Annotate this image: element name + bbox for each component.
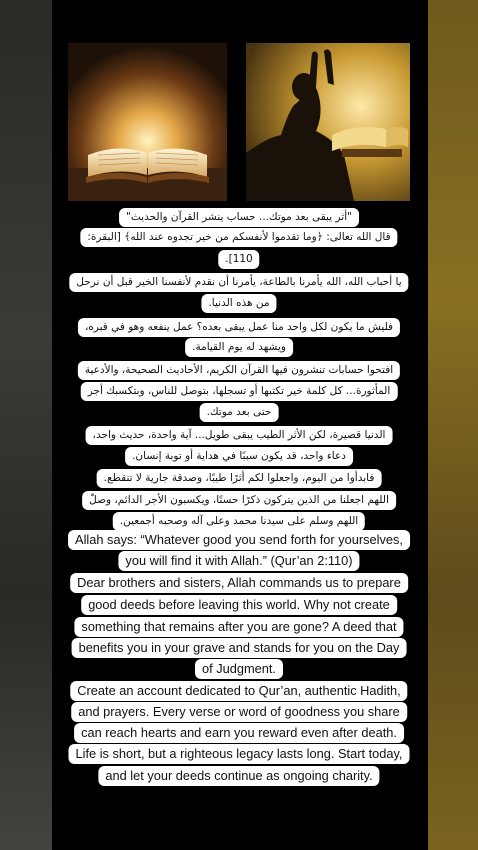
english-text-line: Create an account dedicated to Qur’an, authentic Hadith, bbox=[70, 681, 407, 701]
english-text-line: can reach hearts and earn you reward even after death. bbox=[74, 723, 404, 743]
arabic-text-line: الدنيا قصيرة، لكن الأثر الطيب يبقى طويل... آية واحدة، حديث واحد، bbox=[86, 426, 393, 445]
arabic-text-line: ويشهد له يوم القيامة. bbox=[185, 338, 293, 357]
arabic-text-line: افتحوا حسابات تنشرون فيها القرآن الكريم، الأحاديث الصحيحة، والأدعية bbox=[78, 361, 400, 380]
english-text-line: of Judgment. bbox=[195, 659, 283, 679]
english-text-line: good deeds before leaving this world. Why not create bbox=[81, 595, 397, 615]
english-text-line: and let your deeds continue as ongoing charity. bbox=[98, 766, 379, 786]
arabic-text-line: فابدأوا من اليوم، واجعلوا لكم أثرًا طيبًا، وصدقة جارية لا تنقطع. bbox=[97, 469, 382, 488]
english-text-line: Life is short, but a righteous legacy lasts long. Start today, bbox=[69, 744, 410, 764]
praying-man-image bbox=[246, 43, 410, 201]
quran-book-image bbox=[68, 43, 227, 201]
arabic-text-line: فليش ما يكون لكل واحد منا عمل يبقى بعده؟ عمل ينفعه وهو في قبره، bbox=[78, 318, 400, 337]
left-blur-panel bbox=[0, 0, 52, 850]
english-text-line: Allah says: “Whatever good you send forth for yourselves, bbox=[68, 530, 410, 550]
arabic-text-line: اللهم اجعلنا من الذين يتركون ذكرًا حسنًا، ويكسبون الأجر الدائم، وصلّ bbox=[82, 491, 396, 510]
right-blur-panel bbox=[428, 0, 478, 850]
english-text-line: benefits you in your grave and stands for you on the Day bbox=[72, 638, 407, 658]
arabic-text-line: من هذه الدنيا. bbox=[201, 294, 276, 313]
english-text-line: Dear brothers and sisters, Allah commands us to prepare bbox=[70, 573, 408, 593]
english-text-line: and prayers. Every verse or word of goodness you share bbox=[71, 702, 407, 722]
english-text-line: something that remains after you are gone? A deed that bbox=[74, 617, 403, 637]
arabic-text-line: المأثورة... كل كلمة خير تكتبها أو تسجلها، بتوصل للناس، وبتكسبك أجر bbox=[81, 382, 398, 401]
arabic-text-line: قال الله تعالى: ﴿وما تقدموا لأنفسكم من خير تجدوه عند الله﴾ [البقرة: bbox=[80, 228, 397, 247]
arabic-title-line: "أثر يبقى بعد موتك... حساب ينشر القرآن والحديث" bbox=[119, 208, 359, 227]
arabic-text-line: يا أحباب الله، الله يأمرنا بالطاعة، يأمرنا أن نقدم لأنفسنا الخير قبل أن نرحل bbox=[69, 273, 408, 292]
english-text-line: you will find it with Allah.” (Qur’an 2:110) bbox=[118, 551, 359, 571]
bottom-spacer bbox=[52, 792, 428, 850]
arabic-text-line: حتى بعد موتك. bbox=[200, 403, 279, 422]
arabic-text-line: اللهم وسلم على سيدنا محمد وعلى آله وصحبه أجمعين. bbox=[113, 512, 365, 531]
arabic-text-line: دعاء واحد، قد يكون سببًا في هداية أو توبة إنسان. bbox=[125, 447, 353, 466]
arabic-text-line: 110]. bbox=[218, 250, 259, 269]
